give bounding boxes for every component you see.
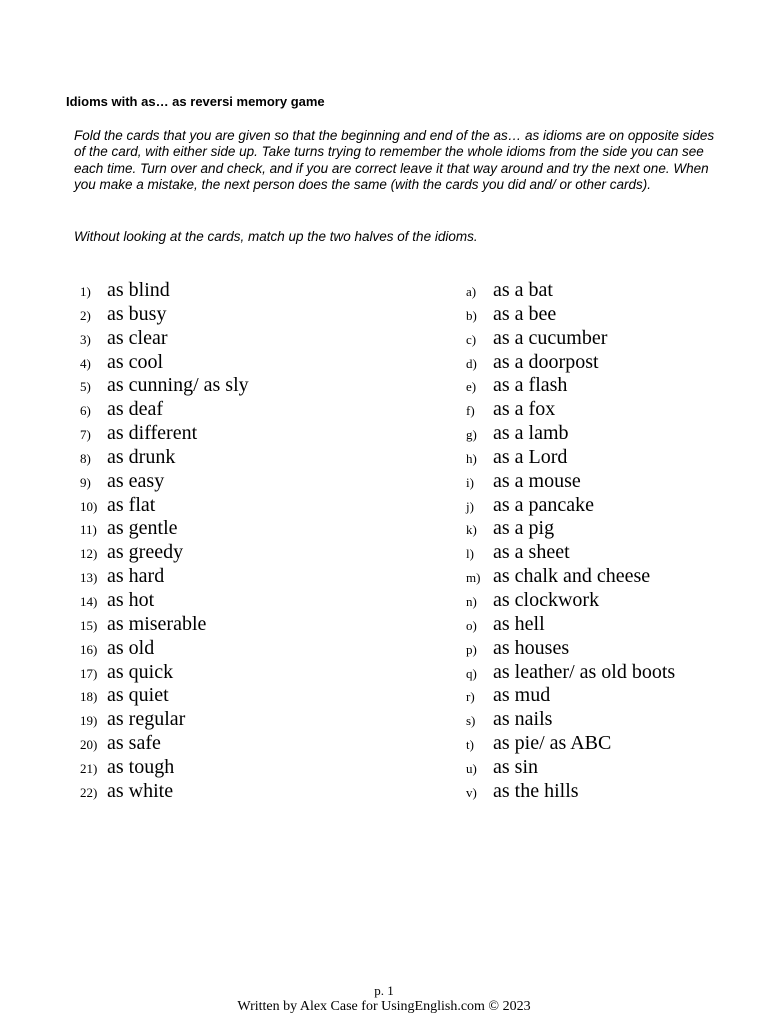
item-text: as easy (107, 469, 165, 492)
idiom-beginning-item (80, 517, 410, 541)
item-text: as cool (107, 350, 164, 373)
item-text: as a flash (493, 374, 568, 397)
item-number: l) (466, 546, 474, 562)
idiom-ending-item (466, 684, 756, 708)
page-title: Idioms with as… as reversi memory game (66, 94, 325, 109)
item-number: j) (466, 498, 474, 514)
idiom-ending-item (466, 565, 756, 589)
item-number: 7) (80, 427, 91, 443)
idiom-ending-item (466, 398, 756, 422)
item-text: as hot (107, 588, 155, 611)
item-number: n) (466, 593, 477, 609)
idiom-beginning-item (80, 661, 410, 685)
page-number: p. 1 (374, 983, 394, 998)
item-number: 1) (80, 284, 91, 299)
idiom-ending-item (466, 517, 756, 541)
item-number: 14) (80, 593, 98, 609)
item-number: 4) (80, 355, 91, 371)
idiom-ending-item (466, 589, 756, 613)
item-text: as tough (107, 755, 175, 778)
item-text: as chalk and cheese (493, 565, 651, 588)
item-number: 18) (80, 689, 98, 705)
idiom-ending-item (466, 613, 756, 637)
idiom-beginning-item (80, 684, 410, 708)
idiom-beginning-item (80, 470, 410, 494)
idiom-beginning-item (80, 398, 410, 422)
idiom-ending-item (466, 541, 756, 565)
idiom-ending-item (466, 446, 756, 470)
item-number: t) (466, 737, 474, 753)
item-number: k) (466, 522, 477, 538)
item-number: 19) (80, 713, 98, 729)
idiom-ending-item (466, 780, 756, 804)
item-number: 21) (80, 760, 98, 776)
matching-instruction: Without looking at the cards, match up the two halves of the idioms. (74, 229, 478, 244)
item-text: as regular (107, 708, 186, 731)
idiom-ending-item (466, 494, 756, 518)
idiom-beginning-item (80, 279, 410, 303)
idiom-ending-item (466, 637, 756, 661)
idiom-ending-item (466, 661, 756, 685)
item-text: as deaf (107, 398, 164, 421)
idiom-beginning-item (80, 422, 410, 446)
item-number: c) (466, 331, 477, 347)
item-text: as leather/ as old boots (493, 660, 676, 683)
item-number: 16) (80, 641, 98, 657)
item-number: m) (466, 570, 481, 586)
item-text: as a mouse (493, 469, 581, 492)
item-number: 13) (80, 570, 98, 586)
idiom-ending-item (466, 732, 756, 756)
item-number: 22) (80, 784, 98, 800)
item-text: as cunning/ as sly (107, 374, 249, 397)
item-number: 11) (80, 522, 97, 538)
item-number: f) (466, 403, 475, 419)
idiom-ending-item (466, 756, 756, 780)
instructions-paragraph: Fold the cards that you are given so that the beginning and end of the as… as idioms are on opposite sides of the card, with either side up. Take turns trying to remember the whole idioms from the side you can see each time. Turn over and check, and if you are correct leave it that way around and try the next one. When you make a mistake, the next person does the same (with the cards you did and/ or other cards). (74, 128, 715, 193)
idiom-beginning-item (80, 327, 410, 351)
item-number: h) (466, 450, 477, 466)
item-number: e) (466, 379, 477, 395)
item-number: v) (466, 784, 477, 800)
item-text: as a cucumber (493, 326, 608, 349)
idiom-beginning-item (80, 303, 410, 327)
item-number: 2) (80, 307, 91, 323)
item-text: as clear (107, 326, 168, 349)
item-text: as quick (107, 660, 174, 683)
idiom-beginning-item (80, 565, 410, 589)
idiom-ending-item (466, 279, 756, 303)
idiom-beginning-item (80, 756, 410, 780)
item-number: 17) (80, 665, 98, 681)
item-text: as a bee (493, 302, 557, 325)
item-text: as different (107, 422, 198, 445)
item-number: r) (466, 689, 475, 705)
item-number: p) (466, 641, 477, 657)
item-text: as a sheet (493, 541, 570, 564)
idiom-ending-item (466, 470, 756, 494)
item-number: d) (466, 355, 477, 371)
item-text: as gentle (107, 517, 178, 540)
item-number: b) (466, 307, 477, 323)
item-text: as drunk (107, 445, 176, 468)
idiom-beginning-item (80, 613, 410, 637)
item-text: as sin (493, 755, 538, 778)
idiom-beginning-item (80, 446, 410, 470)
item-text: as a Lord (493, 445, 568, 468)
idiom-beginning-item (80, 637, 410, 661)
item-number: 10) (80, 498, 98, 514)
item-text: as a lamb (493, 422, 569, 445)
idiom-ending-item (466, 422, 756, 446)
item-text: as busy (107, 302, 167, 325)
item-text: as pie/ as ABC (493, 732, 612, 755)
item-text: as a bat (493, 279, 553, 301)
item-text: as the hills (493, 779, 579, 802)
item-number: 15) (80, 617, 98, 633)
item-text: as safe (107, 732, 161, 755)
item-text: as clockwork (493, 588, 600, 611)
item-number: i) (466, 474, 474, 490)
item-number: o) (466, 617, 477, 633)
item-text: as nails (493, 708, 553, 731)
item-text: as quiet (107, 684, 169, 707)
item-number: 8) (80, 450, 91, 466)
item-number: 20) (80, 737, 98, 753)
item-text: as hell (493, 612, 545, 635)
item-number: u) (466, 760, 477, 776)
idiom-ending-item (466, 303, 756, 327)
item-text: as a fox (493, 398, 556, 421)
item-number: 9) (80, 474, 91, 490)
idiom-endings-list (466, 279, 756, 804)
footer-credit: Written by Alex Case for UsingEnglish.com © 2023 (237, 999, 531, 1014)
item-number: 5) (80, 379, 91, 395)
idiom-ending-item (466, 374, 756, 398)
item-number: 3) (80, 331, 91, 347)
item-text: as houses (493, 636, 570, 659)
idiom-beginning-item (80, 351, 410, 375)
item-text: as mud (493, 684, 551, 707)
idiom-beginning-item (80, 494, 410, 518)
item-number: 6) (80, 403, 91, 419)
item-text: as blind (107, 279, 170, 301)
item-text: as miserable (107, 612, 207, 635)
idiom-ending-item (466, 327, 756, 351)
item-number: a) (466, 284, 477, 299)
idiom-ending-item (466, 351, 756, 375)
idiom-beginning-item (80, 732, 410, 756)
idiom-beginning-item (80, 780, 410, 804)
idiom-beginning-item (80, 589, 410, 613)
item-text: as greedy (107, 541, 184, 564)
item-number: g) (466, 427, 477, 443)
item-text: as hard (107, 565, 165, 588)
item-text: as white (107, 779, 174, 802)
item-number: 12) (80, 546, 98, 562)
idiom-beginning-item (80, 708, 410, 732)
idiom-beginning-item (80, 541, 410, 565)
item-text: as a pig (493, 517, 555, 540)
item-text: as a doorpost (493, 350, 599, 373)
item-text: as old (107, 636, 155, 659)
idiom-ending-item (466, 708, 756, 732)
item-number: s) (466, 713, 476, 729)
idiom-beginning-item (80, 374, 410, 398)
idiom-beginnings-list (80, 279, 410, 804)
item-number: q) (466, 665, 477, 681)
item-text: as flat (107, 493, 156, 516)
item-text: as a pancake (493, 493, 595, 516)
